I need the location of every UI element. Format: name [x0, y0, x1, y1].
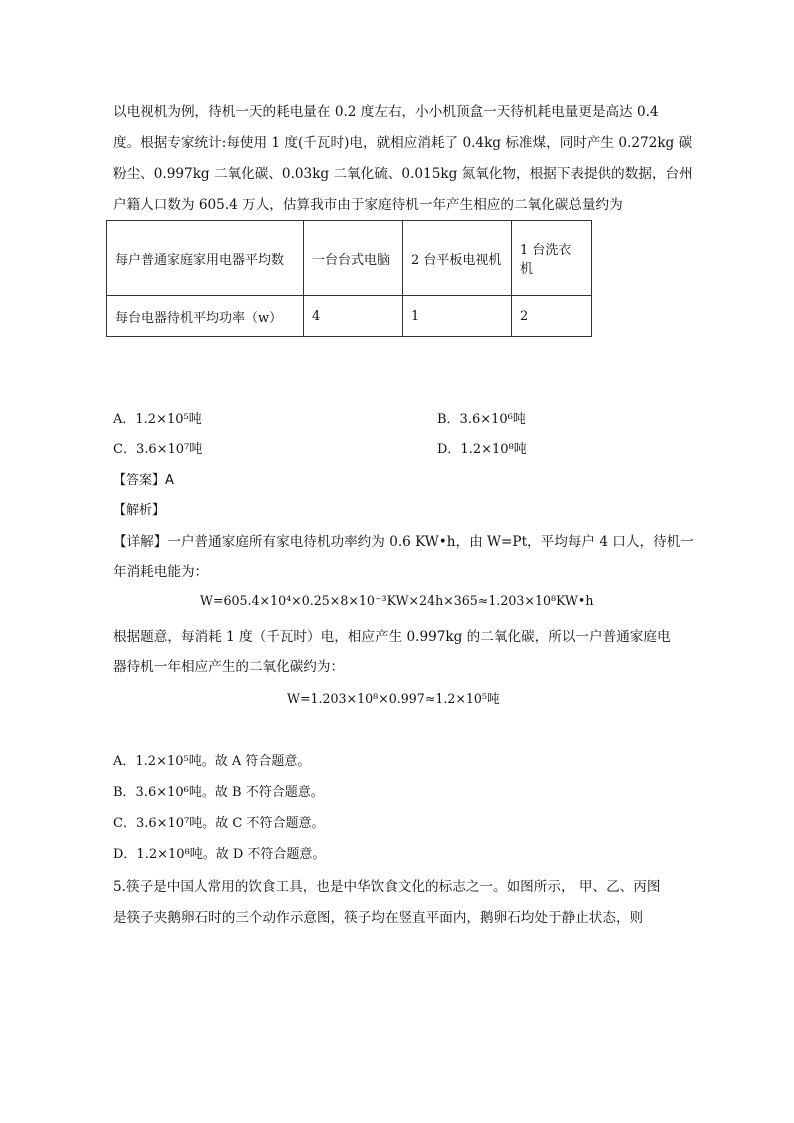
conclusion-d: D．1.2×10⁸吨。故 D 不符合题意。: [113, 847, 326, 862]
intro-line-4: 户籍人口数为 605.4 万人，估算我市由于家庭待机一年产生相应的二氧化碳总量约为: [113, 197, 623, 213]
table-cell: 1 台洗衣机: [512, 221, 592, 296]
intro-line-1: 以电视机为例，待机一天的耗电量在 0.2 度左右，小小机顶盒一天待机耗电量更是高达 0.4: [113, 104, 659, 120]
option-a: A．1.2×10⁵吨: [113, 412, 202, 427]
detail-line-3: 根据题意，每消耗 1 度（千瓦时）电，相应产生 0.997kg 的二氧化碳，所以一户普通家庭电: [113, 629, 671, 645]
question-5-line-1: 5.筷子是中国人常用的饮食工具，也是中华饮食文化的标志之一。如图所示， 甲、乙、丙图: [113, 879, 661, 895]
conclusion-a: A．1.2×10⁵吨。故 A 符合题意。: [113, 754, 311, 769]
table-cell: 每户普通家庭家用电器平均数: [107, 221, 304, 296]
table-header-row: [107, 221, 592, 296]
detail-line-1: 【详解】一户普通家庭所有家电待机功率约为 0.6 KW•h，由 W=Pt，平均每户 4 口人，待机一: [113, 534, 694, 550]
appliance-power-table: [106, 220, 592, 337]
table-cell: 每台电器待机平均功率（w）: [107, 296, 304, 337]
detail-line-2: 年消耗电能为：: [113, 564, 209, 580]
formula-energy: W=605.4×10⁴×0.25×8×10⁻³KW×24h×365≈1.203×10⁸KW•h: [200, 593, 594, 608]
detail-line-4: 器待机一年相应产生的二氧化碳约为：: [113, 659, 345, 675]
table-row: [107, 296, 592, 337]
option-b: B．3.6×10⁶吨: [437, 412, 526, 427]
table-cell: 2 台平板电视机: [403, 221, 512, 296]
answer-line: 【答案】A: [113, 473, 174, 488]
option-d: D．1.2×10⁸吨: [437, 442, 527, 457]
formula-co2: W=1.203×10⁸×0.997≈1.2×10⁵吨: [287, 691, 500, 706]
table-cell: 一台台式电脑: [304, 221, 403, 296]
table-cell: 2: [512, 296, 592, 337]
conclusion-c: C．3.6×10⁷吨。故 C 不符合题意。: [113, 816, 325, 831]
option-c: C．3.6×10⁷吨: [113, 442, 203, 457]
intro-line-3: 粉尘、0.997kg 二氧化碳、0.03kg 二氧化硫、0.015kg 氮氧化物，根据下表提供的数据，台州: [113, 166, 693, 182]
intro-line-2: 度。根据专家统计:每使用 1 度(千瓦时)电，就相应消耗了 0.4kg 标准煤，同时产生 0.272kg 碳: [113, 135, 693, 151]
question-5-line-2: 是筷子夹鹅卵石时的三个动作示意图，筷子均在竖直平面内，鹅卵石均处于静止状态，则: [113, 910, 644, 926]
conclusion-b: B．3.6×10⁶吨。故 B 不符合题意。: [113, 785, 324, 800]
table-cell: 4: [304, 296, 403, 337]
analysis-label: 【解析】: [113, 503, 166, 518]
table-cell: 1: [403, 296, 512, 337]
